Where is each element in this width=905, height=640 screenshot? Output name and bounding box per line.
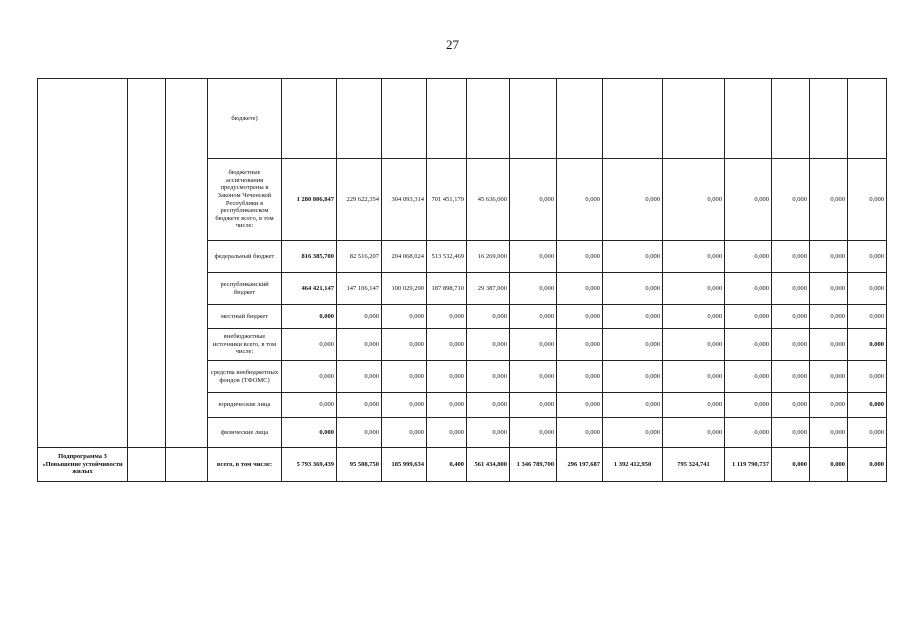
value-cell: 0,000 — [282, 361, 337, 393]
value-cell: 0,000 — [725, 329, 772, 361]
value-cell: 0,000 — [663, 418, 725, 448]
table-row — [38, 79, 887, 159]
value-cell: 0,000 — [772, 448, 810, 482]
value-cell: 0,000 — [337, 361, 382, 393]
value-cell: 0,400 — [427, 448, 467, 482]
value-cell: 0,000 — [663, 305, 725, 329]
value-cell: 0,000 — [725, 241, 772, 273]
value-cell — [772, 79, 810, 159]
value-cell: 0,000 — [510, 393, 557, 418]
value-cell: 0,000 — [848, 241, 887, 273]
row-label: республиканский бюджет — [208, 273, 282, 305]
subprogram-title: Подпрограмма 3 «Повышение устойчивости жилых — [38, 448, 128, 482]
value-cell: 0,000 — [725, 361, 772, 393]
value-cell: 204 068,024 — [382, 241, 427, 273]
value-cell — [725, 79, 772, 159]
value-cell: 0,000 — [772, 159, 810, 241]
value-cell: 304 093,314 — [382, 159, 427, 241]
value-cell: 0,000 — [282, 418, 337, 448]
value-cell — [810, 79, 848, 159]
value-cell: 0,000 — [603, 241, 663, 273]
value-cell: 0,000 — [848, 329, 887, 361]
value-cell: 0,000 — [510, 159, 557, 241]
empty-cell — [128, 448, 166, 482]
value-cell — [382, 79, 427, 159]
table-row — [38, 448, 887, 482]
value-cell: 0,000 — [603, 273, 663, 305]
value-cell: 147 106,147 — [337, 273, 382, 305]
value-cell: 0,000 — [337, 418, 382, 448]
value-cell: 0,000 — [810, 329, 848, 361]
value-cell: 0,000 — [663, 329, 725, 361]
value-cell: 0,000 — [557, 273, 603, 305]
value-cell: 0,000 — [810, 393, 848, 418]
row-label: внебюджетные источники всего, в том числе: — [208, 329, 282, 361]
value-cell: 0,000 — [337, 329, 382, 361]
value-cell: 82 516,207 — [337, 241, 382, 273]
value-cell: 701 451,179 — [427, 159, 467, 241]
value-cell: 0,000 — [427, 418, 467, 448]
row-label: средства внебюджетных фондов (ТФОМС) — [208, 361, 282, 393]
value-cell: 0,000 — [848, 418, 887, 448]
value-cell: 1 392 412,950 — [603, 448, 663, 482]
value-cell: 1 119 790,737 — [725, 448, 772, 482]
value-cell: 45 636,000 — [467, 159, 510, 241]
value-cell: 0,000 — [663, 361, 725, 393]
value-cell: 0,000 — [603, 329, 663, 361]
value-cell: 0,000 — [663, 159, 725, 241]
value-cell — [603, 79, 663, 159]
value-cell: 0,000 — [772, 329, 810, 361]
value-cell: 0,000 — [848, 159, 887, 241]
value-cell: 16 269,000 — [467, 241, 510, 273]
page-number: 27 — [446, 37, 459, 52]
value-cell: 0,000 — [467, 329, 510, 361]
row-label: бюджетные ассигнования предусмотрены в Законом Чеченской Республики в республиканском бюджете всего, в том числе: — [208, 159, 282, 241]
value-cell: 0,000 — [663, 393, 725, 418]
value-cell: 100 029,290 — [382, 273, 427, 305]
value-cell — [663, 79, 725, 159]
value-cell: 95 508,750 — [337, 448, 382, 482]
value-cell: 0,000 — [337, 305, 382, 329]
value-cell: 0,000 — [772, 393, 810, 418]
value-cell: 0,000 — [810, 361, 848, 393]
value-cell: 0,000 — [382, 305, 427, 329]
value-cell: 0,000 — [810, 305, 848, 329]
value-cell: 0,000 — [810, 273, 848, 305]
value-cell: 0,000 — [510, 305, 557, 329]
value-cell — [557, 79, 603, 159]
value-cell — [337, 79, 382, 159]
value-cell: 0,000 — [603, 361, 663, 393]
value-cell: 0,000 — [772, 305, 810, 329]
value-cell: 0,000 — [772, 361, 810, 393]
value-cell: 0,000 — [467, 418, 510, 448]
value-cell: 0,000 — [427, 361, 467, 393]
value-cell: 296 197,687 — [557, 448, 603, 482]
row-label: федеральный бюджет — [208, 241, 282, 273]
value-cell: 0,000 — [382, 361, 427, 393]
row-label: юридические лица — [208, 393, 282, 418]
value-cell: 0,000 — [810, 418, 848, 448]
budget-table — [37, 78, 887, 482]
value-cell: 0,000 — [557, 305, 603, 329]
value-cell: 0,000 — [725, 418, 772, 448]
value-cell: 0,000 — [467, 361, 510, 393]
value-cell: 561 434,800 — [467, 448, 510, 482]
value-cell: 0,000 — [557, 329, 603, 361]
value-cell: 0,000 — [557, 241, 603, 273]
row-label: всего, в том числе: — [208, 448, 282, 482]
empty-cell — [166, 448, 208, 482]
value-cell: 0,000 — [382, 393, 427, 418]
value-cell: 0,000 — [282, 305, 337, 329]
value-cell: 0,000 — [603, 159, 663, 241]
empty-cell — [128, 79, 166, 448]
value-cell: 795 324,741 — [663, 448, 725, 482]
value-cell: 0,000 — [557, 393, 603, 418]
value-cell: 0,000 — [557, 418, 603, 448]
value-cell: 0,000 — [282, 393, 337, 418]
value-cell: 0,000 — [427, 305, 467, 329]
value-cell: 0,000 — [772, 241, 810, 273]
value-cell: 0,000 — [382, 418, 427, 448]
value-cell: 0,000 — [663, 241, 725, 273]
value-cell — [282, 79, 337, 159]
row-label: местный бюджет — [208, 305, 282, 329]
value-cell — [467, 79, 510, 159]
value-cell: 0,000 — [282, 329, 337, 361]
value-cell — [510, 79, 557, 159]
value-cell: 0,000 — [725, 273, 772, 305]
value-cell: 0,000 — [467, 393, 510, 418]
value-cell: 1 280 806,847 — [282, 159, 337, 241]
value-cell: 0,000 — [810, 241, 848, 273]
value-cell: 187 898,710 — [427, 273, 467, 305]
value-cell — [427, 79, 467, 159]
value-cell: 816 385,700 — [282, 241, 337, 273]
value-cell: 0,000 — [510, 361, 557, 393]
value-cell: 0,000 — [772, 273, 810, 305]
value-cell: 0,000 — [848, 305, 887, 329]
value-cell: 0,000 — [725, 393, 772, 418]
value-cell: 0,000 — [848, 448, 887, 482]
value-cell: 0,000 — [725, 305, 772, 329]
value-cell: 185 999,634 — [382, 448, 427, 482]
value-cell: 0,000 — [510, 273, 557, 305]
value-cell: 0,000 — [848, 393, 887, 418]
value-cell: 0,000 — [510, 418, 557, 448]
value-cell: 0,000 — [557, 361, 603, 393]
value-cell — [848, 79, 887, 159]
value-cell: 0,000 — [382, 329, 427, 361]
value-cell: 0,000 — [663, 273, 725, 305]
value-cell: 229 622,354 — [337, 159, 382, 241]
value-cell: 0,000 — [725, 159, 772, 241]
value-cell: 0,000 — [427, 329, 467, 361]
value-cell: 0,000 — [848, 273, 887, 305]
value-cell: 0,000 — [810, 159, 848, 241]
value-cell: 1 346 789,700 — [510, 448, 557, 482]
value-cell: 0,000 — [603, 305, 663, 329]
value-cell: 0,000 — [848, 361, 887, 393]
value-cell: 0,000 — [337, 393, 382, 418]
value-cell: 0,000 — [510, 329, 557, 361]
value-cell: 0,000 — [603, 418, 663, 448]
row-label: физические лица — [208, 418, 282, 448]
value-cell: 29 387,000 — [467, 273, 510, 305]
empty-cell — [38, 79, 128, 448]
value-cell: 0,000 — [427, 393, 467, 418]
empty-cell — [166, 79, 208, 448]
row-label: бюджете) — [208, 79, 282, 159]
value-cell: 0,000 — [510, 241, 557, 273]
value-cell: 513 532,469 — [427, 241, 467, 273]
value-cell: 0,000 — [810, 448, 848, 482]
value-cell: 0,000 — [467, 305, 510, 329]
value-cell: 0,000 — [557, 159, 603, 241]
value-cell: 5 793 369,439 — [282, 448, 337, 482]
value-cell: 0,000 — [603, 393, 663, 418]
value-cell: 464 421,147 — [282, 273, 337, 305]
value-cell: 0,000 — [772, 418, 810, 448]
